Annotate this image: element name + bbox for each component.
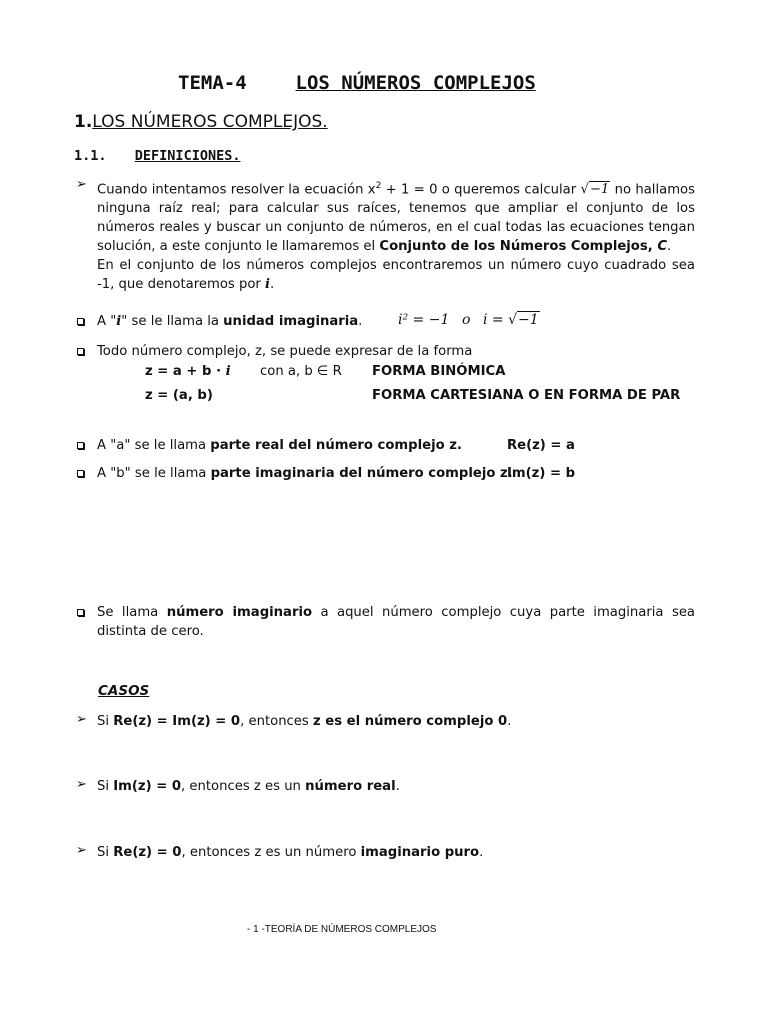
intro-paragraph-2: En el conjunto de los números complejos encontraremos un número cuyo cuadrado sea -1, que denotaremos por i.: [97, 258, 695, 292]
par-expression: z = (a, b): [145, 388, 213, 403]
forma-intro: Todo número complejo, z, se puede expresar de la forma: [97, 344, 473, 359]
binomica-condition: con a, b ∈ R: [260, 364, 342, 379]
square-bullet-icon: [77, 470, 84, 477]
unidad-or: o: [462, 312, 471, 328]
arrow-bullet-icon: ➢: [76, 777, 87, 792]
par-label: FORMA CARTESIANA O EN FORMA DE PAR: [372, 388, 681, 403]
section-title: LOS NÚMEROS COMPLEJOS.: [92, 112, 328, 132]
caso-2: Si Im(z) = 0, entonces z es un número real.: [97, 779, 400, 794]
section-number: 1.: [74, 112, 93, 132]
sqrt-expression: √−1: [580, 182, 610, 198]
page-footer: - 1 -TEORÍA DE NÚMEROS COMPLEJOS: [247, 924, 437, 935]
section-heading: [74, 112, 328, 132]
imaginario-paragraph: Se llama número imaginario a aquel número complejo cuya parte imaginaria sea distinta de cero.: [97, 605, 696, 639]
caso-1: Si Re(z) = Im(z) = 0, entonces z es el número complejo 0.: [97, 714, 512, 729]
binomica-label: FORMA BINÓMICA: [372, 364, 506, 379]
square-bullet-icon: [77, 318, 84, 325]
title-tema: TEMA-4: [178, 72, 247, 94]
parte-imag-line: A "b" se le llama parte imaginaria del número complejo z.: [97, 466, 513, 481]
square-bullet-icon: [77, 348, 84, 355]
caso-3: Si Re(z) = 0, entonces z es un número imaginario puro.: [97, 845, 484, 860]
page-title: [178, 72, 536, 94]
title-main: LOS NÚMEROS COMPLEJOS: [295, 72, 536, 94]
parte-real-line: A "a" se le llama parte real del número complejo z.: [97, 438, 462, 453]
square-bullet-icon: [77, 442, 84, 449]
arrow-bullet-icon: ➢: [76, 177, 87, 192]
subsection-heading: [74, 148, 240, 164]
subsection-title: DEFINICIONES.: [134, 148, 241, 164]
arrow-bullet-icon: ➢: [76, 843, 87, 858]
unidad-equation-1: i² = −1: [398, 312, 450, 328]
binomica-expression: z = a + b · i: [145, 364, 231, 379]
intro-paragraph: Cuando intentamos resolver la ecuación $x^2 + 1 = 0$ o queremos calcular √−1 no hallamos ninguna raíz real; para calcular sus raíces, tenemos que ampliar el conjunto de los números reales y buscar un conjunto de números, en el cual todas las ecuaciones tengan solución, a este conjunto le llamaremos el Conjunto de los Números Complejos, C.: [97, 181, 695, 255]
unidad-imaginaria-line: A "i" se le llama la unidad imaginaria.: [97, 314, 363, 329]
casos-title: CASOS: [98, 683, 150, 699]
square-bullet-icon: [77, 609, 84, 616]
parte-real-value: Re(z) = a: [507, 438, 575, 453]
parte-imag-value: Im(z) = b: [507, 466, 576, 481]
subsection-number: 1.1.: [74, 148, 107, 164]
arrow-bullet-icon: ➢: [76, 712, 87, 727]
unidad-equation-2: i = √−1: [483, 312, 539, 328]
